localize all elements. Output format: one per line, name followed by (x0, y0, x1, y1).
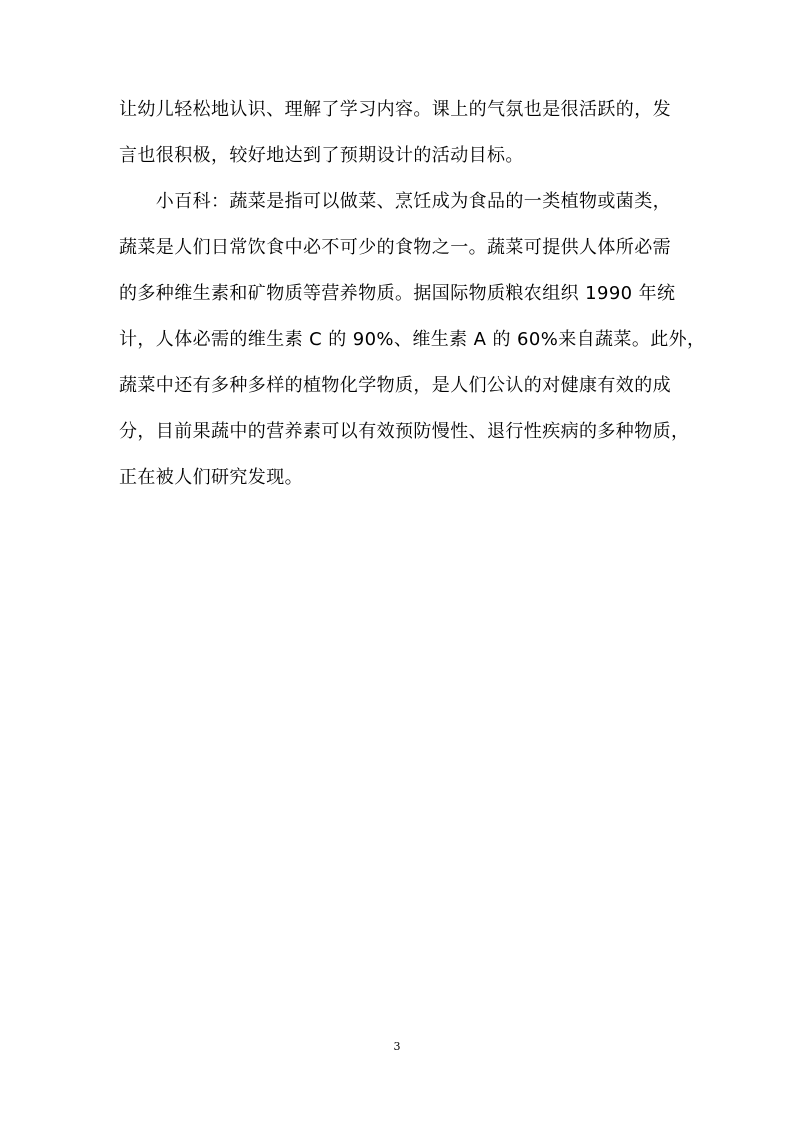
text-line: 蔬菜中还有多种多样的植物化学物质，是人们公认的对健康有效的成 (119, 375, 671, 396)
text-line: 让幼儿轻松地认识、理解了学习内容。课上的气氛也是很活跃的，发 (119, 99, 671, 120)
text-line: 的多种维生素和矿物质等营养物质。据国际物质粮农组织 1990 年统 (119, 283, 676, 304)
text-line: 分，目前果蔬中的营养素可以有效预防慢性、退行性疾病的多种物质， (119, 421, 690, 442)
text-line: 言也很积极，较好地达到了预期设计的活动目标。 (119, 145, 524, 166)
page-number: 3 (393, 1040, 401, 1053)
text-line: 小百科：蔬菜是指可以做菜、烹饪成为食品的一类植物或菌类， (119, 191, 671, 212)
text-line: 正在被人们研究发现。 (119, 467, 303, 488)
body-text (119, 92, 706, 506)
text-line: 计，人体必需的维生素 C 的 90%、维生素 A 的 60%来自蔬菜。此外， (119, 329, 706, 350)
text-line: 蔬菜是人们日常饮食中必不可少的食物之一。蔬菜可提供人体所必需 (119, 237, 671, 258)
